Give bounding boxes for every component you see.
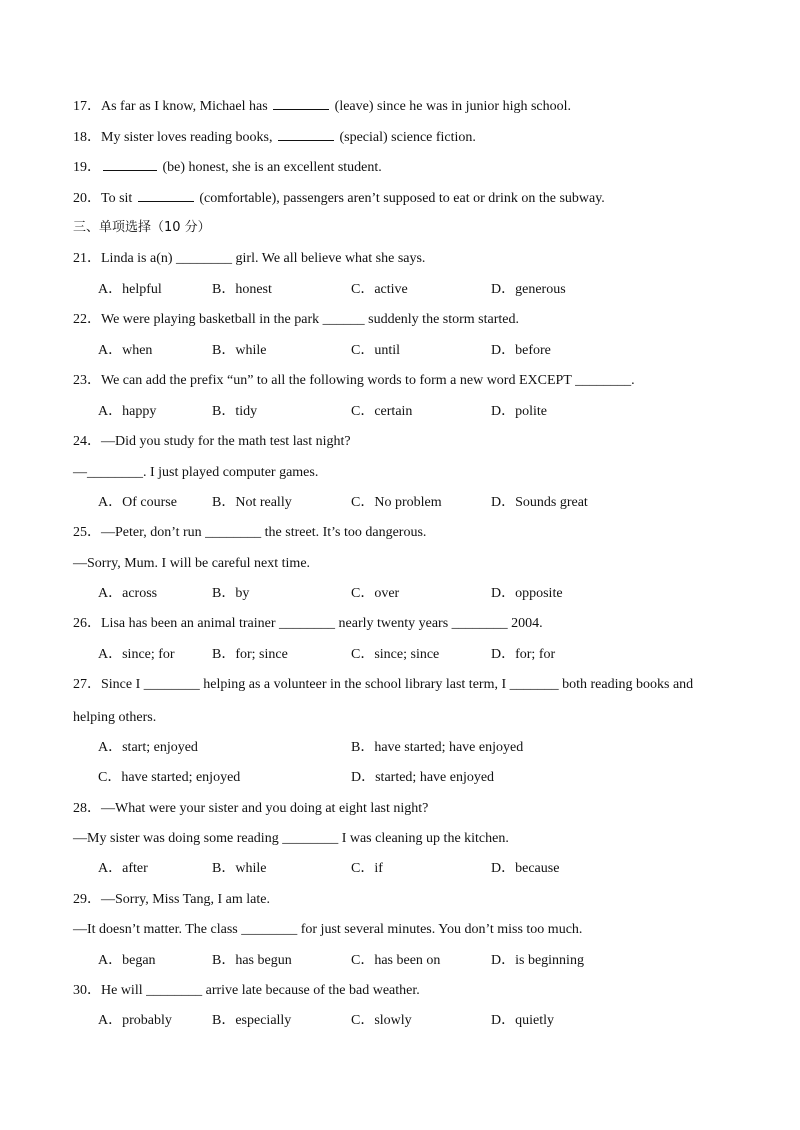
question-number: 22． xyxy=(73,312,101,327)
question-25-reply: —Sorry, Mum. I will be careful next time. xyxy=(73,556,311,571)
question-28 xyxy=(73,800,428,818)
option-a[interactable]: A．helpful xyxy=(98,282,162,297)
option-d[interactable]: D．started; have enjoyed xyxy=(351,770,495,785)
question-text: —Sorry, Miss Tang, I am late. xyxy=(101,892,270,907)
option-c[interactable]: C．since; since xyxy=(351,647,440,662)
question-24 xyxy=(73,433,351,451)
option-a[interactable]: A．began xyxy=(98,953,156,968)
question-26 xyxy=(73,615,543,633)
option-d[interactable]: D．quietly xyxy=(491,1013,554,1028)
option-b[interactable]: B．Not really xyxy=(212,495,292,510)
question-number: 21． xyxy=(73,251,101,266)
option-d[interactable]: D．polite xyxy=(491,404,547,419)
answer-blank[interactable] xyxy=(273,97,329,110)
option-b[interactable]: B．honest xyxy=(212,282,272,297)
question-text: He will ________ arrive late because of the bad weather. xyxy=(101,983,420,998)
question-25 xyxy=(73,524,426,542)
question-17 xyxy=(73,97,571,116)
question-text: As far as I know, Michael has xyxy=(101,99,268,114)
question-24-reply: —________. I just played computer games. xyxy=(73,465,319,480)
question-number: 18． xyxy=(73,130,101,145)
option-b[interactable]: B．while xyxy=(212,861,267,876)
option-c[interactable]: C．active xyxy=(351,282,408,297)
question-27 xyxy=(73,676,693,694)
question-text: —Peter, don’t run ________ the street. It’s too dangerous. xyxy=(101,525,427,540)
option-c[interactable]: C．certain xyxy=(351,404,413,419)
option-d[interactable]: D．opposite xyxy=(491,586,563,601)
option-b[interactable]: B．while xyxy=(212,343,267,358)
option-b[interactable]: B．tidy xyxy=(212,404,258,419)
option-c[interactable]: C．over xyxy=(351,586,400,601)
question-text: —Did you study for the math test last night? xyxy=(101,434,351,449)
answer-blank[interactable] xyxy=(138,189,194,202)
question-number: 26． xyxy=(73,616,101,631)
question-text: We can add the prefix “un” to all the following words to form a new word EXCEPT ________. xyxy=(101,373,635,388)
option-b[interactable]: B．have started; have enjoyed xyxy=(351,740,524,755)
option-c[interactable]: C．No problem xyxy=(351,495,442,510)
question-number: 25． xyxy=(73,525,101,540)
question-28-reply: —My sister was doing some reading ________ I was cleaning up the kitchen. xyxy=(73,831,509,846)
question-27-continued: helping others. xyxy=(73,710,157,725)
question-hint: (special) science fiction. xyxy=(339,130,476,145)
question-hint: (comfortable), passengers aren’t supposed to eat or drink on the subway. xyxy=(199,191,605,206)
option-d[interactable]: D．before xyxy=(491,343,551,358)
option-a[interactable]: A．when xyxy=(98,343,153,358)
question-number: 24． xyxy=(73,434,101,449)
question-number: 17． xyxy=(73,99,101,114)
option-a[interactable]: A．after xyxy=(98,861,148,876)
option-b[interactable]: B．for; since xyxy=(212,647,288,662)
option-c[interactable]: C．until xyxy=(351,343,401,358)
question-29 xyxy=(73,891,270,909)
option-d[interactable]: D．Sounds great xyxy=(491,495,588,510)
option-c[interactable]: C．slowly xyxy=(351,1013,412,1028)
answer-blank[interactable] xyxy=(103,158,157,171)
option-a[interactable]: A．probably xyxy=(98,1013,172,1028)
question-text: To sit xyxy=(101,191,133,206)
option-d[interactable]: D．is beginning xyxy=(491,953,584,968)
section-heading: 三、单项选择（10 分） xyxy=(73,220,211,235)
question-number: 19． xyxy=(73,160,101,175)
question-21 xyxy=(73,250,425,268)
question-number: 29． xyxy=(73,892,101,907)
question-text: Lisa has been an animal trainer ________ nearly twenty years ________ 2004. xyxy=(101,616,543,631)
option-a[interactable]: A．start; enjoyed xyxy=(98,740,198,755)
question-22 xyxy=(73,311,519,329)
question-hint: (be) honest, she is an excellent student. xyxy=(162,160,382,175)
option-c[interactable]: C．if xyxy=(351,861,383,876)
question-number: 27． xyxy=(73,677,101,692)
option-d[interactable]: D．for; for xyxy=(491,647,556,662)
question-20 xyxy=(73,189,605,208)
question-29-reply: —It doesn’t matter. The class ________ for just several minutes. You don’t miss too much. xyxy=(73,922,583,937)
question-number: 23． xyxy=(73,373,101,388)
option-a[interactable]: A．since; for xyxy=(98,647,175,662)
option-d[interactable]: D．because xyxy=(491,861,560,876)
question-30 xyxy=(73,982,420,1000)
option-a[interactable]: A．happy xyxy=(98,404,157,419)
option-c[interactable]: C．have started; enjoyed xyxy=(98,770,241,785)
question-23 xyxy=(73,372,635,390)
option-b[interactable]: B．especially xyxy=(212,1013,292,1028)
option-a[interactable]: A．across xyxy=(98,586,158,601)
question-number: 20． xyxy=(73,191,101,206)
question-hint: (leave) since he was in junior high school. xyxy=(334,99,572,114)
option-b[interactable]: B．has begun xyxy=(212,953,292,968)
option-a[interactable]: A．Of course xyxy=(98,495,177,510)
option-d[interactable]: D．generous xyxy=(491,282,566,297)
answer-blank[interactable] xyxy=(278,128,334,141)
question-text: We were playing basketball in the park ______ suddenly the storm started. xyxy=(101,312,519,327)
question-number: 30． xyxy=(73,983,101,998)
question-text: —What were your sister and you doing at eight last night? xyxy=(101,801,429,816)
question-text: Linda is a(n) ________ girl. We all believe what she says. xyxy=(101,251,426,266)
question-18 xyxy=(73,128,476,147)
option-b[interactable]: B．by xyxy=(212,586,250,601)
option-c[interactable]: C．has been on xyxy=(351,953,441,968)
question-19 xyxy=(73,158,382,177)
question-text: My sister loves reading books, xyxy=(101,130,273,145)
question-number: 28． xyxy=(73,801,101,816)
question-text: Since I ________ helping as a volunteer in the school library last term, I _______ both reading books and xyxy=(101,677,694,692)
